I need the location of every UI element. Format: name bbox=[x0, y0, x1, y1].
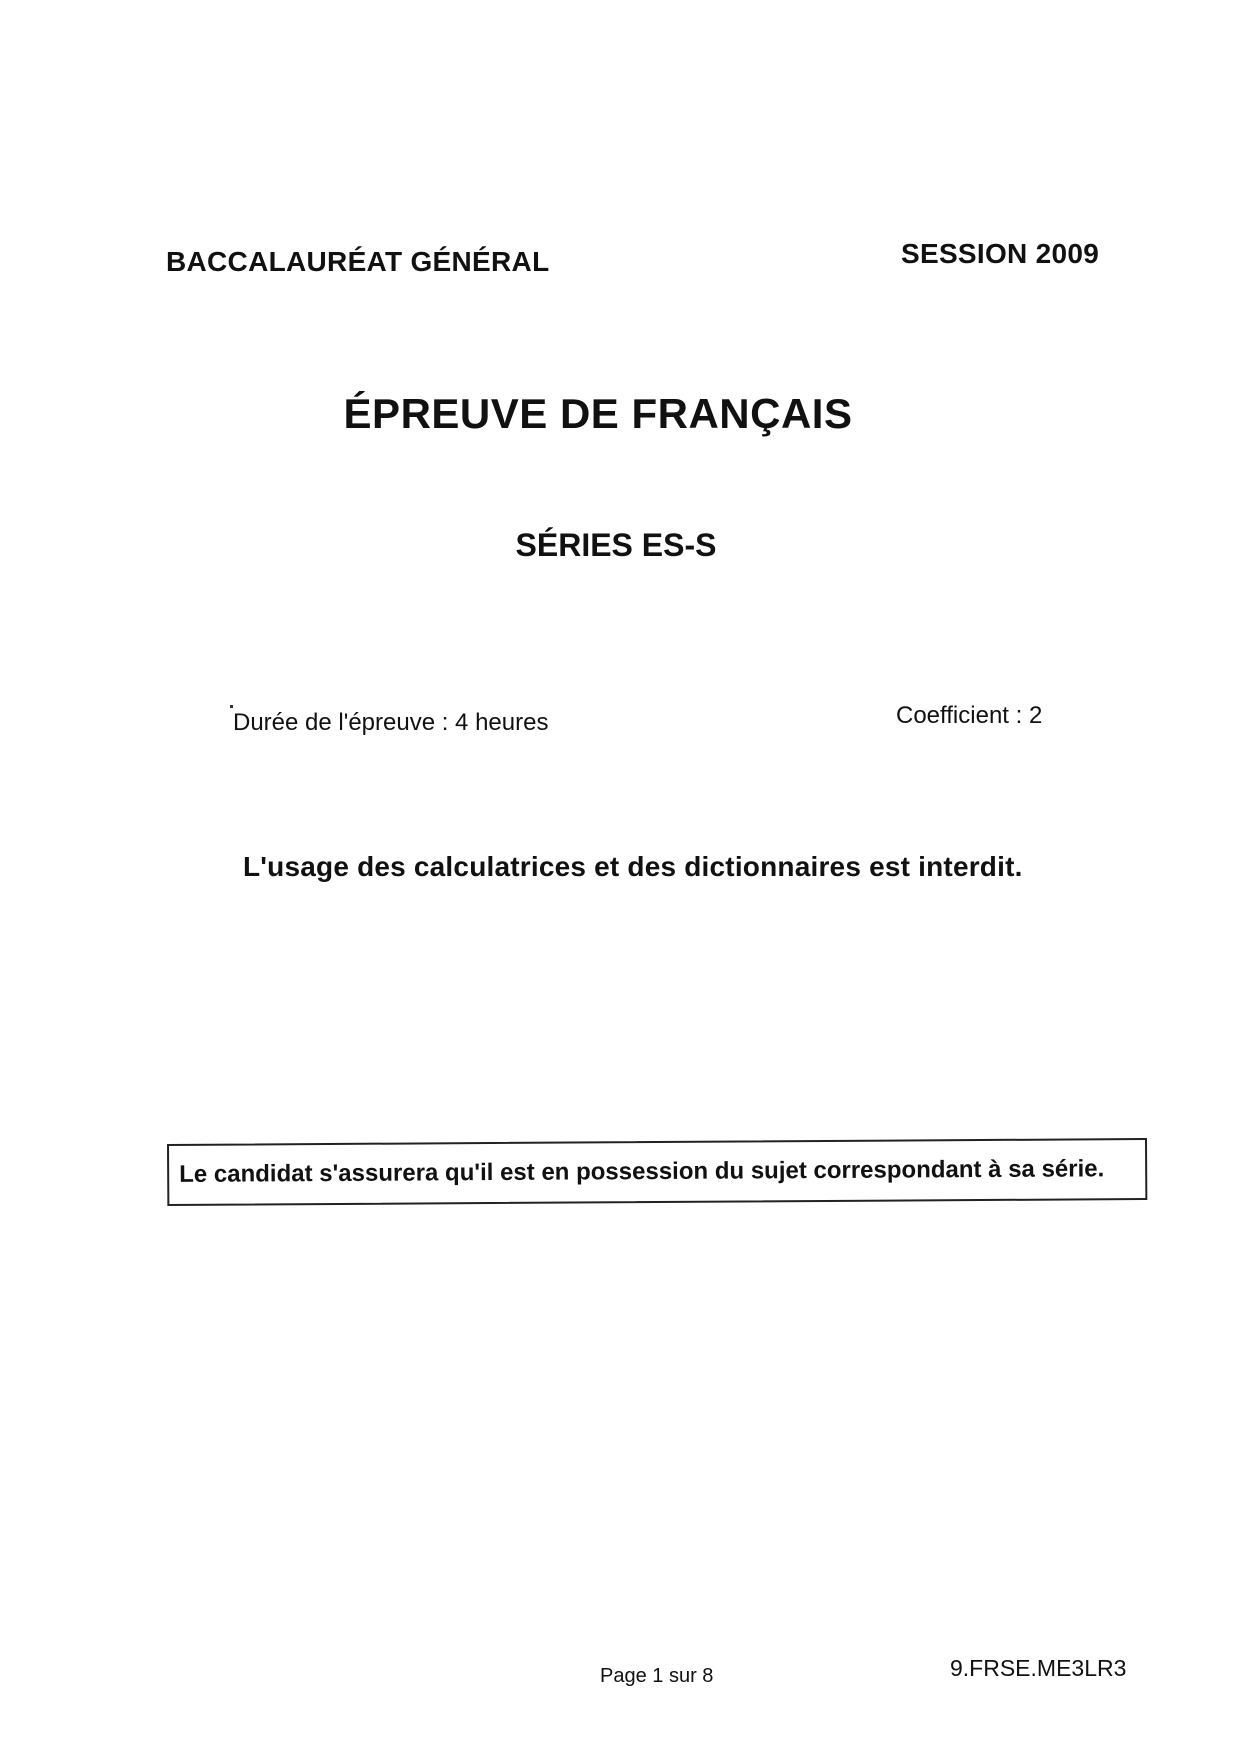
calculator-dictionary-notice: L'usage des calculatrices et des dictionnaires est interdit. bbox=[243, 851, 1023, 882]
document-code: 9.FRSE.ME3LR3 bbox=[950, 1655, 1127, 1681]
exam-coefficient: Coefficient : 2 bbox=[896, 702, 1043, 729]
scan-speck bbox=[230, 705, 233, 708]
exam-type-heading: BACCALAURÉAT GÉNÉRAL bbox=[166, 246, 550, 277]
page-title: ÉPREUVE DE FRANÇAIS bbox=[343, 390, 853, 437]
series-subtitle: SÉRIES ES-S bbox=[515, 527, 717, 563]
session-heading: SESSION 2009 bbox=[901, 238, 1100, 269]
warning-box bbox=[167, 1138, 1147, 1206]
warning-text: Le candidat s'assurera qu'il est en possession du sujet correspondant à sa série. bbox=[179, 1155, 1105, 1188]
exam-duration: Durée de l'épreuve : 4 heures bbox=[233, 709, 549, 736]
page-number: Page 1 sur 8 bbox=[600, 1665, 714, 1687]
